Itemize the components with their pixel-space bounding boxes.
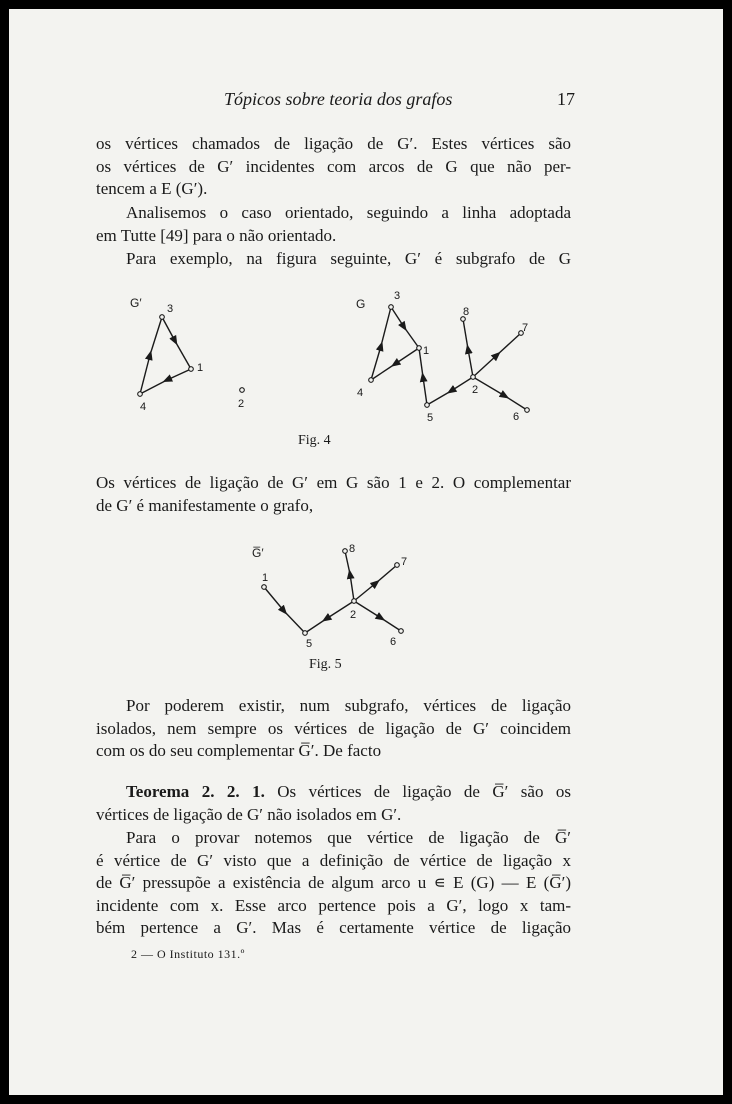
vertex-label: 1 xyxy=(262,572,269,584)
edge-1-4 xyxy=(395,348,419,364)
vertex-label: 6 xyxy=(513,411,520,423)
text-line: tencem a E (G′). xyxy=(96,179,208,199)
vertex-label: 3 xyxy=(167,303,174,315)
edge-3-1 xyxy=(391,307,404,327)
text-line: de G′ é manifestamente o grafo, xyxy=(96,495,314,515)
paragraph-5 xyxy=(96,695,571,763)
running-header-title: Tópicos sobre teoria dos grafos xyxy=(224,89,453,109)
text-line: os vértices chamados de ligação de G′. Estes vértices são xyxy=(96,134,571,153)
text-line: em Tutte [49] para o não orientado. xyxy=(96,225,337,245)
theorem-label: Teorema 2. 2. 1. xyxy=(126,782,265,801)
graph-label-g: G xyxy=(356,297,366,311)
book-page xyxy=(9,9,723,1095)
text-line: Os vértices de ligação de G′ em G são 1 e 2. O complementar xyxy=(96,473,571,492)
edge-2-8 xyxy=(468,349,473,377)
text-line: Para exemplo, na figura seguinte, G′ é subgrafo de G xyxy=(126,249,571,268)
vertex-label: 6 xyxy=(390,636,397,648)
vertex-label: 8 xyxy=(463,306,470,318)
figure-4-caption: Fig. 4 xyxy=(298,433,331,448)
text-line xyxy=(96,781,571,804)
text-line: os vértices de G′ incidentes com arcos de G que não per- xyxy=(96,156,571,176)
vertex-label: 1 xyxy=(423,345,430,357)
theorem-paragraph xyxy=(96,781,571,826)
paragraph-4 xyxy=(96,472,571,517)
edge-2-8 xyxy=(350,574,354,601)
edge-3-1 xyxy=(162,317,175,341)
vertex-label: 3 xyxy=(394,290,401,302)
theorem-text: Os vértices de ligação de G̅′ são os xyxy=(277,782,571,801)
edge-2-7 xyxy=(473,355,497,377)
text-line: Analisemos o caso orientado, seguindo a linha adoptada xyxy=(126,203,571,222)
text-line: com os do seu complementar G̅′. De facto xyxy=(96,741,382,761)
vertex-label: 7 xyxy=(522,322,529,334)
edge-2-6 xyxy=(354,601,381,618)
vertex-label: 2 xyxy=(238,398,245,410)
vertex-label: 8 xyxy=(349,543,356,555)
text-line: vértices de ligação de G′ não isolados em G′. xyxy=(96,804,402,824)
vertex-label: 4 xyxy=(357,387,364,399)
vertex-label: 2 xyxy=(472,384,479,396)
vertex-label: 5 xyxy=(306,638,313,650)
text-line: é vértice de G′ visto que a definição de vértice de ligação x xyxy=(96,850,571,870)
page-number: 17 xyxy=(557,89,575,109)
vertex-label: 7 xyxy=(401,556,408,568)
graph-label-g-prime: G′ xyxy=(130,296,142,310)
vertex-label: 1 xyxy=(197,362,204,374)
text-line: Por poderem existir, num subgrafo, vértices de ligação xyxy=(126,696,571,715)
edge-1-4 xyxy=(167,369,191,380)
vertex-label: 5 xyxy=(427,412,434,424)
text-line: de G̅′ pressupõe a existência de algum arco u ∊ E (G) — E (G̅′) xyxy=(96,873,571,893)
edge-4-3 xyxy=(140,355,150,394)
paragraph-7 xyxy=(96,827,571,940)
vertex-label: 2 xyxy=(350,609,357,621)
text-line: isolados, nem sempre os vértices de ligação de G′ coincidem xyxy=(96,718,571,738)
edge-2-7 xyxy=(354,583,376,601)
footnote-signature: 2 — O Instituto 131.º xyxy=(131,947,245,961)
text-line: incidente com x. Esse arco pertence pois a G′, logo x tam- xyxy=(96,895,571,915)
vertex-label: 4 xyxy=(140,401,147,413)
edge-5-1 xyxy=(423,377,427,405)
figure-5-caption: Fig. 5 xyxy=(309,657,342,672)
text-line: Para o provar notemos que vértice de ligação de G̅′ xyxy=(126,828,571,847)
graph-label-g-bar-prime: G̅′ xyxy=(252,546,264,560)
text-line: bém pertence a G′. Mas é certamente vértice de ligação xyxy=(96,918,571,938)
edge-2-5 xyxy=(451,377,473,391)
edge-1-5 xyxy=(264,587,284,611)
